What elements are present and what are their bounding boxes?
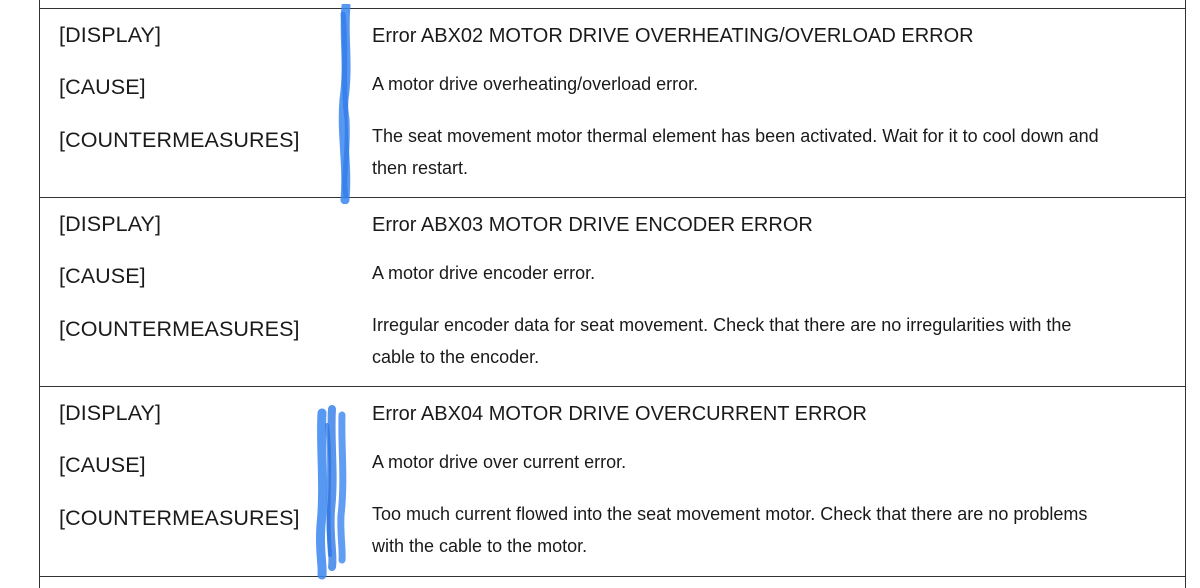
countermeasures-label: [COUNTERMEASURES]: [59, 317, 300, 341]
error-entry-abx04: [40, 387, 1185, 577]
error-cause-text: A motor drive overheating/overload error.: [372, 74, 699, 94]
error-cause-text: A motor drive over current error.: [372, 452, 627, 472]
error-countermeasures-text: Too much current flowed into the seat movement motor. Check that there are no problems with the cable to the motor.: [372, 504, 1088, 556]
cause-label: [CAUSE]: [59, 264, 146, 288]
error-cause-text: A motor drive encoder error.: [372, 263, 596, 283]
countermeasures-label: [COUNTERMEASURES]: [59, 506, 300, 530]
error-countermeasures-text: Irregular encoder data for seat movement. Check that there are no irregularities with the cable to the encoder.: [372, 315, 1072, 367]
error-display-text: Error ABX04 MOTOR DRIVE OVERCURRENT ERROR: [372, 403, 867, 425]
error-display-text: Error ABX02 MOTOR DRIVE OVERHEATING/OVERLOAD ERROR: [372, 25, 974, 47]
display-label: [DISPLAY]: [59, 212, 162, 236]
error-code-table: [39, 8, 1186, 588]
error-countermeasures-text: The seat movement motor thermal element has been activated. Wait for it to cool down and then restart.: [372, 126, 1099, 178]
display-label: [DISPLAY]: [59, 401, 162, 425]
error-display-text: Error ABX03 MOTOR DRIVE ENCODER ERROR: [372, 214, 813, 236]
cause-label: [CAUSE]: [59, 453, 146, 477]
cause-label: [CAUSE]: [59, 75, 146, 99]
countermeasures-label: [COUNTERMEASURES]: [59, 128, 300, 152]
display-label: [DISPLAY]: [59, 23, 162, 47]
error-entry-abx02: [40, 9, 1185, 198]
error-entry-abx03: [40, 198, 1185, 387]
